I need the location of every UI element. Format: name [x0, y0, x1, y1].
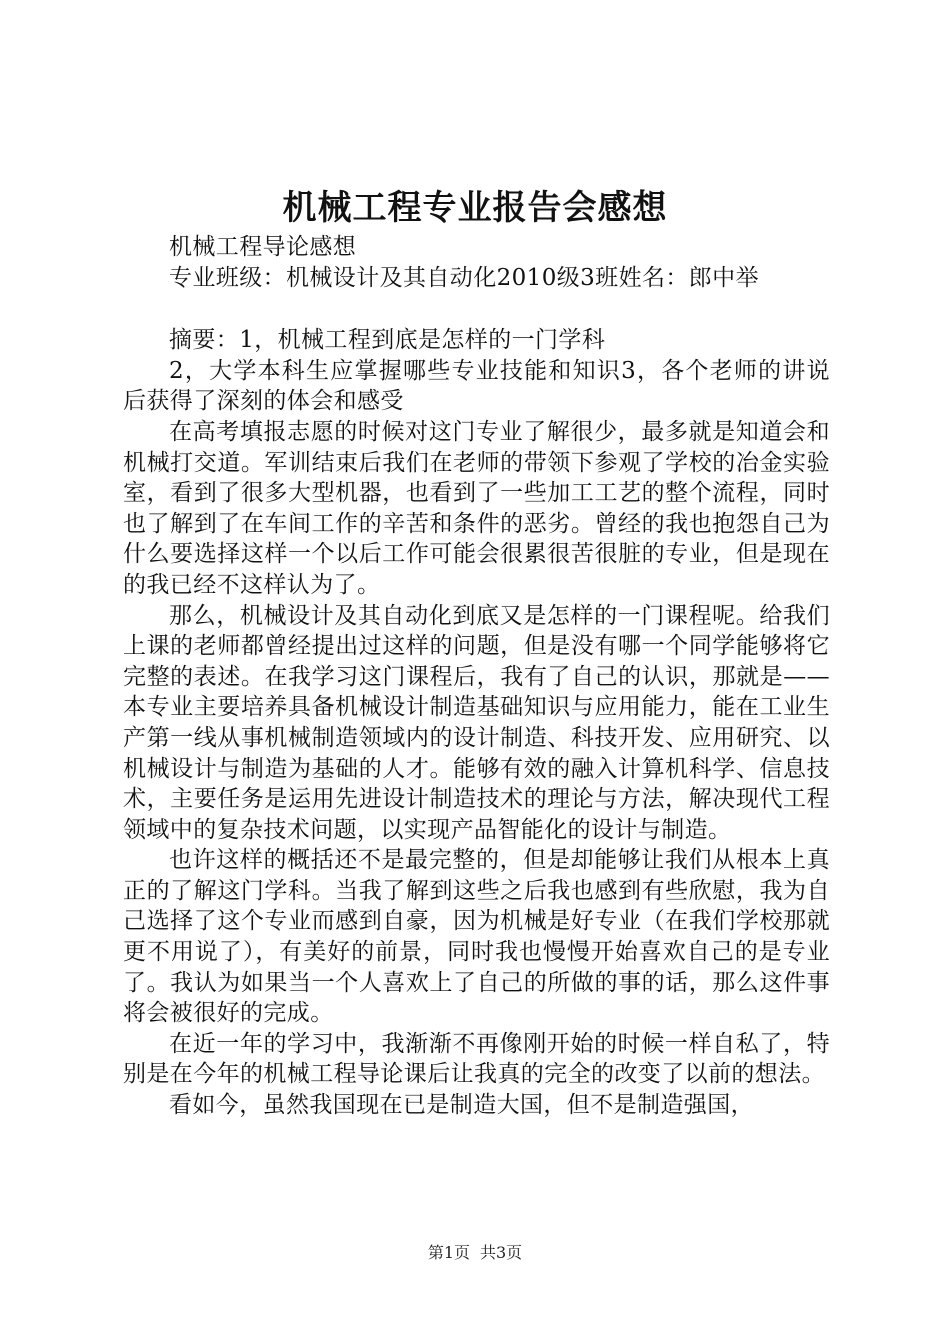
paragraph-body: 在高考填报志愿的时候对这门专业了解很少，最多就是知道会和机械打交道。军训结束后我们在老师的带领下参观了学校的冶金实验室，看到了很多大型机器，也看到了一些加工工艺的整个流程，同时也了解到了在车间工作的辛苦和条件的恶劣。曾经的我也抱怨自己为什么要选择这样一个以后工作可能会很累很苦很脏的专业，但是现在的我已经不这样认为了。 — [123, 418, 830, 598]
paragraph-body: 在近一年的学习中，我渐渐不再像刚开始的时候一样自私了，特别是在今年的机械工程导论课后让我真的完全的改变了以前的想法。 — [123, 1030, 830, 1088]
page-footer — [0, 1242, 950, 1264]
document-title: 机械工程专业报告会感想 — [282, 188, 668, 228]
document-body — [123, 232, 830, 1121]
paragraph-abstract: 摘要：1，机械工程到底是怎样的一门学科 — [169, 327, 606, 354]
paragraph-body: 也许这样的概括还不是最完整的，但是却能够让我们从根本上真正的了解这门学科。当我了解到这些之后我也感到有些欣慰，我为自己选择了这个专业而感到自豪，因为机械是好专业（在我们学校那就更不用说了），有美好的前景，同时我也慢慢开始喜欢自己的是专业了。我认为如果当一个人喜欢上了自己的所做的事的话，那么这件事将会被很好的完成。 — [123, 847, 830, 1027]
paragraph-body: 看如今，虽然我国现在已是制造大国，但不是制造强国， — [169, 1092, 754, 1119]
paragraph-abstract-continued: 2，大学本科生应掌握哪些专业技能和知识3，各个老师的讲说后获得了深刻的体会和感受 — [123, 357, 830, 415]
paragraph-class-info: 专业班级：机械设计及其自动化2010级3班姓名：郎中举 — [169, 264, 759, 291]
paragraph-subtitle: 机械工程导论感想 — [169, 234, 357, 260]
page-number: 第1页 — [427, 1243, 470, 1262]
paragraph-body: 那么，机械设计及其自动化到底又是怎样的一门课程呢。给我们上课的老师都曾经提出过这样的问题，但是没有哪一个同学能够将它完整的表述。在我学习这门课程后，我有了自己的认识，那就是——本专业主要培养具备机械设计制造基础知识与应用能力，能在工业生产第一线从事机械制造领域内的设计制造、科技开发、应用研究、以机械设计与制造为基础的人才。能够有效的融入计算机科学、信息技术，主要任务是运用先进设计制造技术的理论与方法，解决现代工程领域中的复杂技术问题，以实现产品智能化的设计与制造。 — [123, 602, 830, 843]
page-total: 共3页 — [480, 1243, 523, 1262]
